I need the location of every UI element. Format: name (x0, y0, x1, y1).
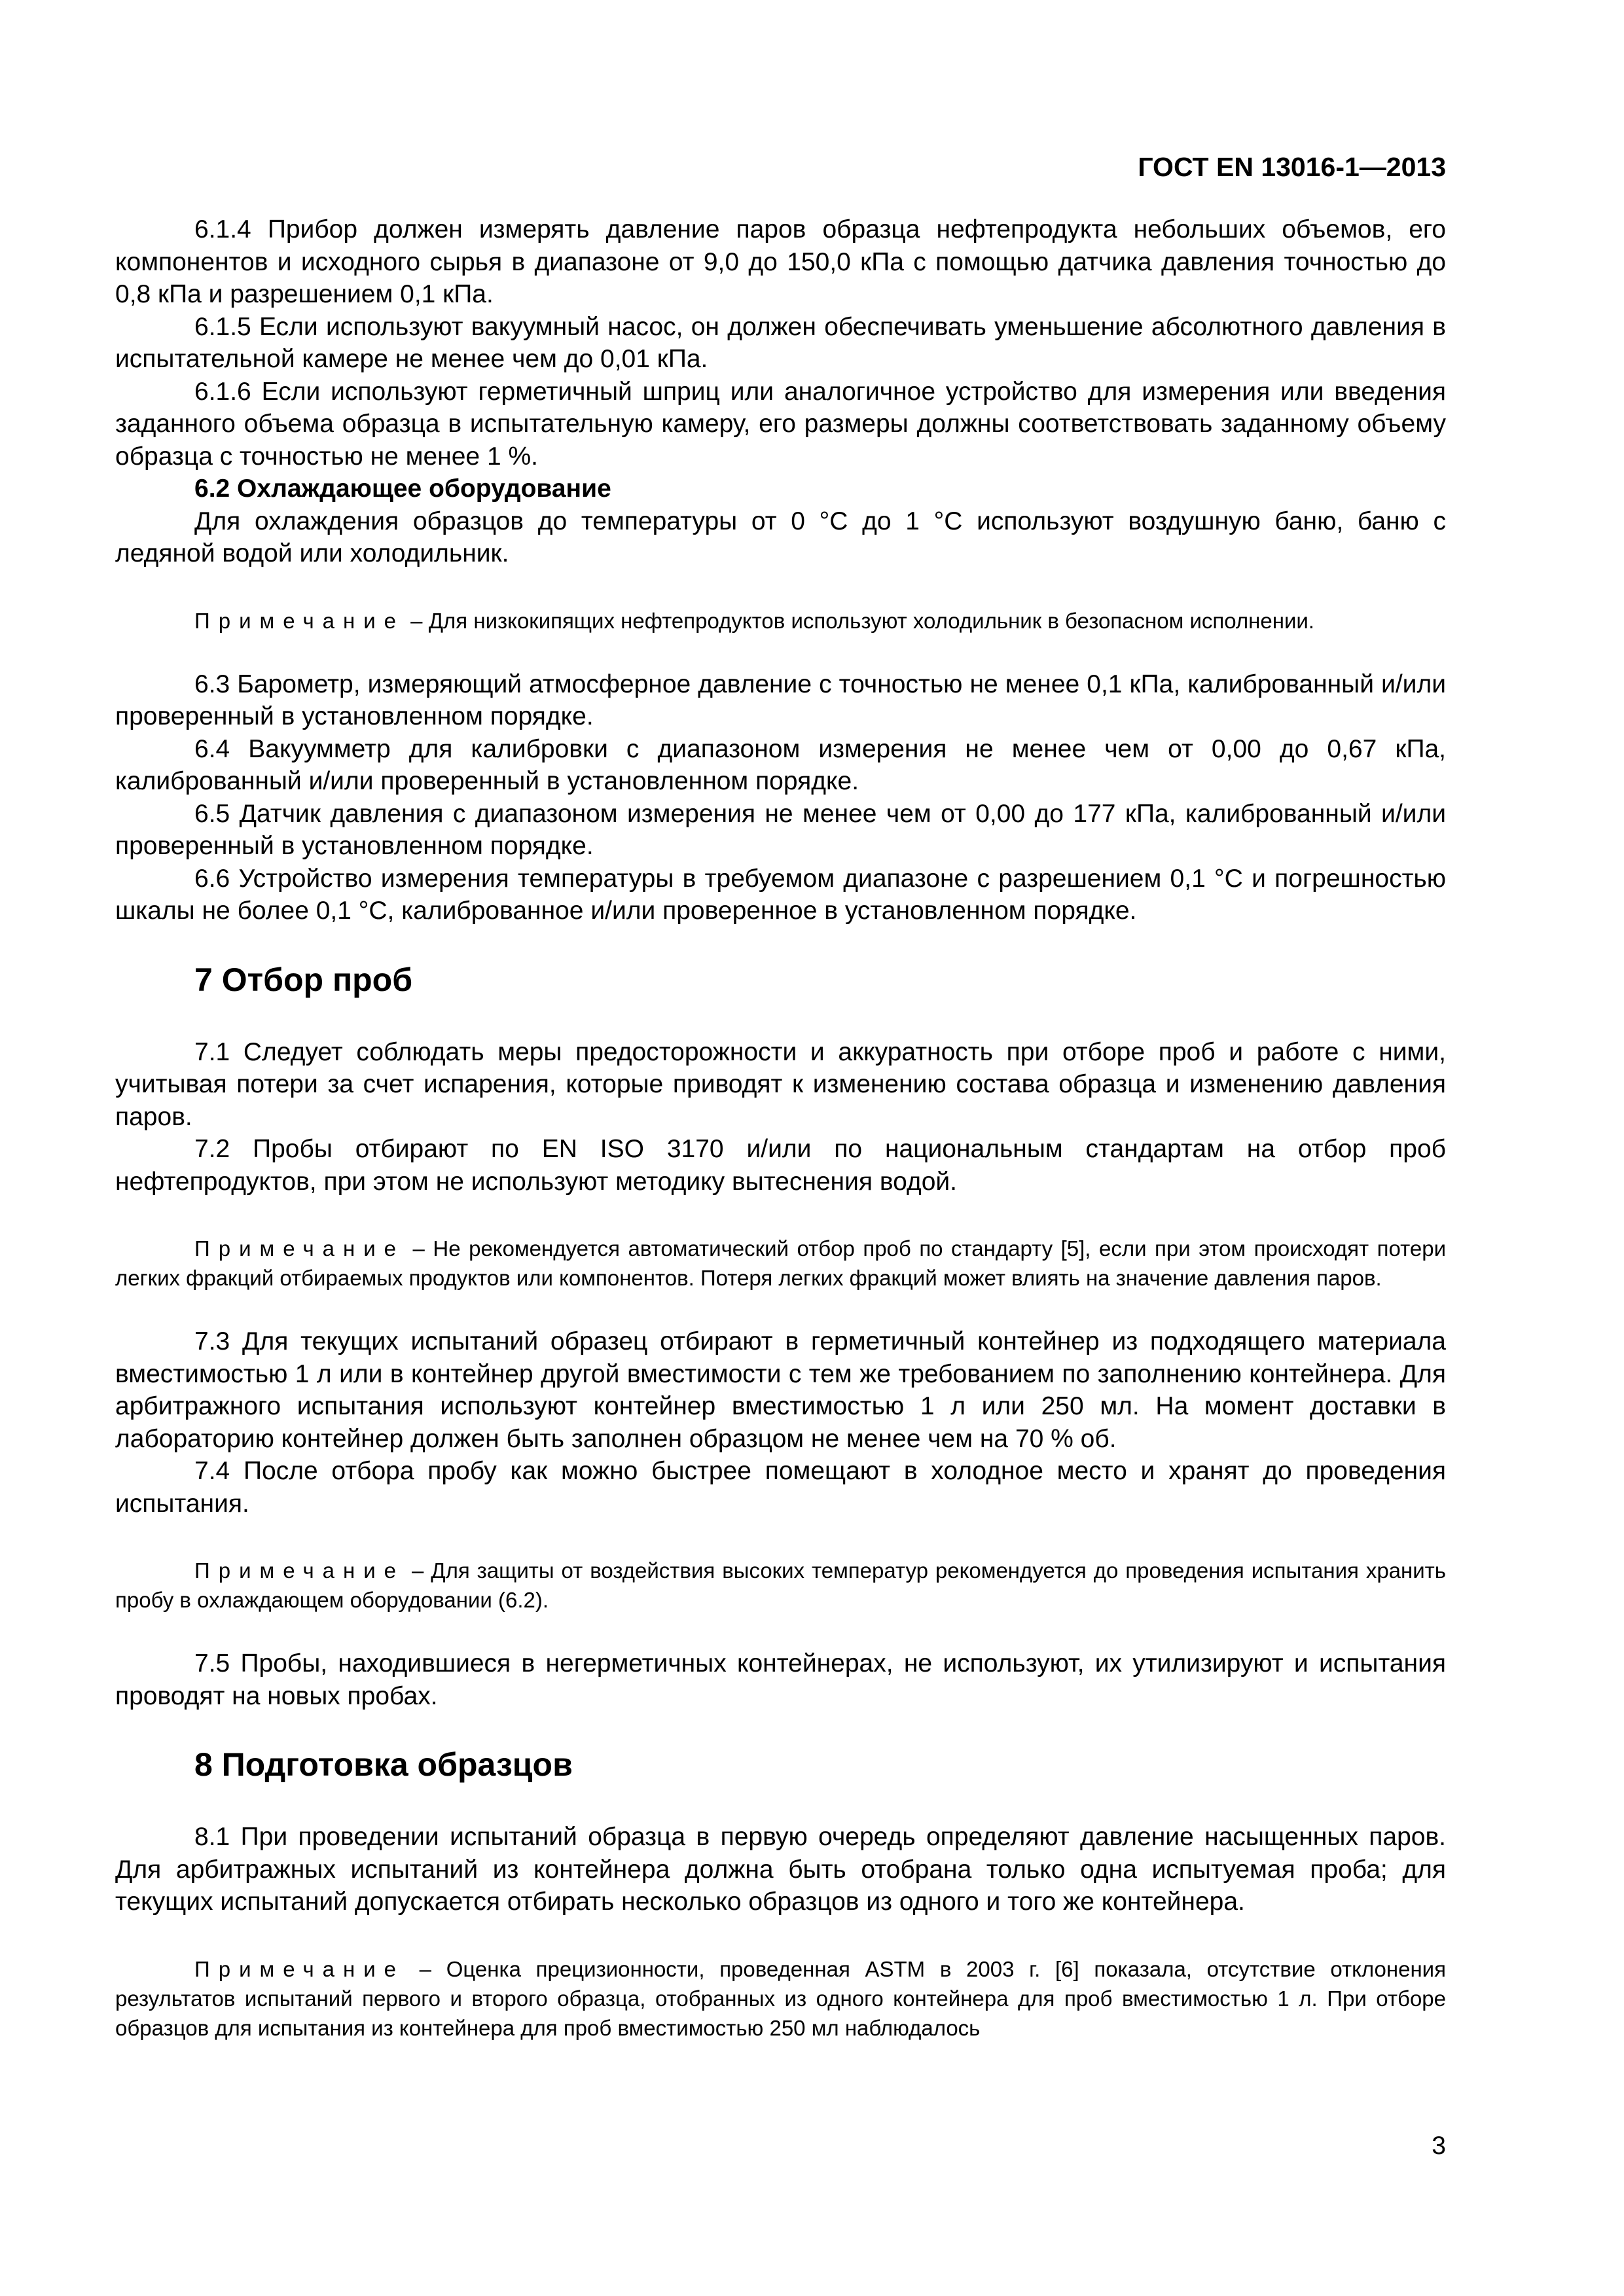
note-label: Примечание (194, 1558, 405, 1583)
note-label: Примечание (194, 608, 405, 633)
paragraph-7-2: 7.2 Пробы отбирают по EN ISO 3170 и/или по национальным стандартам на отбор проб нефтепродуктов, при этом не используют методику вытеснения водой. (115, 1135, 1446, 1196)
note-text: – Не рекомендуется автоматический отбор проб по стандарту [5], если при этом происходят потери легких фракций отбираемых продуктов или компонентов. Потеря легких фракций может влиять на значение давления паров. (115, 1236, 1446, 1290)
paragraph-7-3: 7.3 Для текущих испытаний образец отбирают в герметичный контейнер из подходящего материала вместимостью 1 л или в контейнер другой вместимости с тем же требованием по заполнению контейнера. Для арбитражного испытания используют контейнер вместимостью 1 л или 250 мл. На момент доставки в лабораторию контейнер должен быть заполнен образцом не менее чем на 70 % об. (115, 1327, 1446, 1453)
page-number: 3 (1432, 2132, 1446, 2160)
paragraph-6-1-5: 6.1.5 Если используют вакуумный насос, он должен обеспечивать уменьшение абсолютного давления в испытательной камере не менее чем до 0,01 кПа. (115, 312, 1446, 373)
paragraph-6-1-4: 6.1.4 Прибор должен измерять давление паров образца нефтепродукта небольших объемов, его компонентов и исходного сырья в диапазоне от 9,0 до 150,0 кПа с помощью датчика давления точностью до 0,8 кПа и разрешением 0,1 кПа. (115, 215, 1446, 308)
note-7-2 (115, 1234, 1446, 1293)
note-text: – Для защиты от воздействия высоких температур рекомендуется до проведения испытания хранить пробу в охлаждающем оборудовании (6.2). (115, 1558, 1446, 1612)
note-6-2 (115, 606, 1446, 636)
paragraph-7-1: 7.1 Следует соблюдать меры предосторожности и аккуратность при отборе проб и работе с ними, учитывая потери за счет испарения, которые приводят к изменению состава образца и изменению давления паров. (115, 1037, 1446, 1131)
paragraph-6-1-6: 6.1.6 Если используют герметичный шприц или аналогичное устройство для измерения или введения заданного объема образца в испытательную камеру, его размеры должны соответствовать заданному объему образца с точностью не менее 1 %. (115, 377, 1446, 471)
document-header: ГОСТ EN 13016-1—2013 (1138, 152, 1446, 182)
subheading-6-2: 6.2 Охлаждающее оборудование (194, 475, 611, 503)
note-label: Примечание (194, 1956, 405, 1981)
paragraph-7-4: 7.4 После отбора пробу как можно быстрее помещают в холодное место и хранят до проведения испытания. (115, 1457, 1446, 1518)
note-text: – Для низкокипящих нефтепродуктов используют холодильник в безопасном исполнении. (405, 608, 1314, 633)
section-title-7: 7 Отбор проб (194, 961, 413, 998)
note-8-1 (115, 1954, 1446, 2043)
paragraph-6-5: 6.5 Датчик давления с диапазоном измерения не менее чем от 0,00 до 177 кПа, калиброванный и/или проверенный в установленном порядке. (115, 799, 1446, 860)
section-title-8: 8 Подготовка образцов (194, 1746, 573, 1783)
paragraph-6-2-body: Для охлаждения образцов до температуры от 0 °С до 1 °С используют воздушную баню, баню с ледяной водой или холодильник. (115, 507, 1446, 567)
note-7-4 (115, 1556, 1446, 1615)
paragraph-6-4: 6.4 Вакуумметр для калибровки с диапазоном измерения не менее чем от 0,00 до 0,67 кПа, калиброванный и/или проверенный в установленном порядке. (115, 734, 1446, 795)
paragraph-6-3: 6.3 Барометр, измеряющий атмосферное давление с точностью не менее 0,1 кПа, калиброванный и/или проверенный в установленном порядке. (115, 670, 1446, 730)
paragraph-7-5: 7.5 Пробы, находившиеся в негерметичных контейнерах, не используют, их утилизируют и испытания проводят на новых пробах. (115, 1649, 1446, 1710)
note-label: Примечание (194, 1236, 405, 1261)
note-text: – Оценка прецизионности, проведенная ASTM в 2003 г. [6] показала, отсутствие отклонения результатов испытаний первого и второго образца, отобранных из одного контейнера для проб вместимостью 1 л. При отборе образцов для испытания из контейнера для проб вместимостью 250 мл наблюдалось (115, 1956, 1446, 2040)
paragraph-6-6: 6.6 Устройство измерения температуры в требуемом диапазоне с разрешением 0,1 °С и погрешностью шкалы не более 0,1 °С, калиброванное и/или проверенное в установленном порядке. (115, 864, 1446, 925)
paragraph-8-1: 8.1 При проведении испытаний образца в первую очередь определяют давление насыщенных паров. Для арбитражных испытаний из контейнера должна быть отобрана только одна испытуемая проба; для текущих испытаний допускается отбирать несколько образцов из одного и того же контейнера. (115, 1823, 1446, 1916)
